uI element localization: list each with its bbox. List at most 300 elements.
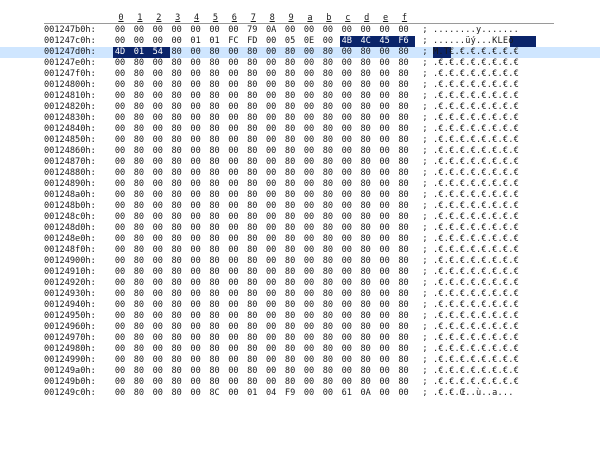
hex-byte[interactable]: 04 [266,388,277,398]
hex-byte[interactable]: 00 [114,168,126,178]
hex-byte[interactable]: 00 [266,69,277,79]
hex-byte[interactable]: 00 [228,223,239,233]
hex-byte[interactable]: 00 [114,58,126,68]
hex-byte[interactable]: 80 [398,322,409,332]
row-ascii[interactable]: .€.€.€.€.€.€.€.€ [433,201,519,211]
hex-byte[interactable]: 00 [152,58,163,68]
hex-byte[interactable]: 80 [322,245,334,255]
hex-byte[interactable]: 80 [209,179,220,189]
hex-byte[interactable]: 00 [303,124,315,134]
hex-byte[interactable]: 80 [322,300,334,310]
hex-byte[interactable]: 80 [247,322,258,332]
hex-byte[interactable]: 80 [398,124,409,134]
hex-byte[interactable]: 00 [379,256,390,266]
hex-byte[interactable]: 00 [379,47,390,57]
hex-byte[interactable]: 4C [360,36,371,46]
hex-byte[interactable]: 80 [171,157,182,167]
hex-byte[interactable]: 00 [114,311,126,321]
hex-byte[interactable]: 00 [303,146,315,156]
hex-byte[interactable]: 00 [152,333,163,343]
hex-byte[interactable]: 00 [266,278,277,288]
hex-byte[interactable]: 80 [133,311,145,321]
hex-byte[interactable]: 54 [152,47,163,57]
hex-byte[interactable]: 80 [209,289,220,299]
hex-byte[interactable]: 80 [322,256,334,266]
hex-byte[interactable]: 00 [379,135,390,145]
hex-byte[interactable]: 80 [360,80,371,90]
row-ascii[interactable]: .€.€.€.€.€.€.€.€ [433,245,519,255]
hex-byte[interactable]: 00 [303,135,315,145]
hex-byte[interactable]: 80 [133,377,145,387]
hex-row[interactable] [0,146,600,157]
hex-byte[interactable]: 00 [341,333,352,343]
hex-byte[interactable]: 00 [379,69,390,79]
hex-byte[interactable]: 80 [284,311,296,321]
hex-byte[interactable]: 00 [266,124,277,134]
hex-byte[interactable]: 00 [190,190,201,200]
hex-byte[interactable]: 00 [114,256,126,266]
hex-byte[interactable]: 80 [133,245,145,255]
hex-row[interactable] [0,157,600,168]
hex-byte[interactable]: 00 [303,113,315,123]
hex-byte[interactable]: 80 [360,322,371,332]
hex-row[interactable] [0,168,600,179]
row-ascii[interactable]: .€.€.€.€.€.€.€.€ [433,113,519,123]
hex-byte[interactable]: 00 [379,124,390,134]
hex-byte[interactable]: 80 [398,135,409,145]
hex-byte[interactable]: 80 [284,146,296,156]
hex-byte[interactable]: 80 [209,201,220,211]
hex-byte[interactable]: 00 [303,289,315,299]
hex-byte[interactable]: 80 [360,311,371,321]
hex-byte[interactable]: 80 [284,344,296,354]
hex-byte[interactable]: 80 [171,278,182,288]
hex-byte[interactable]: 00 [228,58,239,68]
hex-byte[interactable]: 80 [209,58,220,68]
hex-byte[interactable]: 80 [322,168,334,178]
hex-byte[interactable]: 80 [398,91,409,101]
hex-row[interactable] [0,36,600,47]
row-ascii[interactable]: .€.€.€.€.€.€.€.€ [433,179,519,189]
hex-byte[interactable]: 80 [133,223,145,233]
hex-byte[interactable]: 80 [284,234,296,244]
hex-byte[interactable]: 80 [398,377,409,387]
hex-byte[interactable]: 80 [247,146,258,156]
hex-byte[interactable]: 00 [114,355,126,365]
hex-byte[interactable]: 80 [360,179,371,189]
hex-byte[interactable]: 00 [228,135,239,145]
row-ascii[interactable]: .€.€.€.€.€.€.€.€ [433,80,519,90]
hex-byte[interactable]: 00 [152,256,163,266]
hex-byte[interactable]: 00 [190,344,201,354]
hex-byte[interactable]: 80 [247,80,258,90]
hex-byte[interactable]: 00 [228,25,239,35]
hex-byte[interactable]: 80 [209,190,220,200]
hex-byte[interactable]: 00 [228,102,239,112]
hex-byte[interactable]: 00 [266,234,277,244]
hex-byte[interactable]: 00 [303,355,315,365]
hex-byte[interactable]: 80 [171,113,182,123]
hex-byte[interactable]: 80 [171,388,182,398]
hex-byte[interactable]: 00 [303,234,315,244]
row-ascii[interactable]: .€.€.€.€.€.€.€.€ [433,234,519,244]
hex-row[interactable] [0,388,600,399]
row-ascii[interactable]: .€.€.€.€.€.€.€.€ [433,124,519,134]
hex-byte[interactable]: 80 [247,201,258,211]
hex-byte[interactable]: 00 [341,311,352,321]
hex-byte[interactable]: 00 [303,69,315,79]
hex-byte[interactable]: 80 [398,278,409,288]
hex-byte[interactable]: 00 [190,124,201,134]
hex-byte[interactable]: 80 [322,113,334,123]
hex-byte[interactable]: 00 [228,388,239,398]
hex-row[interactable] [0,366,600,377]
hex-byte[interactable]: 80 [398,300,409,310]
hex-byte[interactable]: 00 [379,245,390,255]
hex-byte[interactable]: 00 [190,278,201,288]
hex-row[interactable] [0,102,600,113]
hex-byte[interactable]: 45 [379,36,390,46]
hex-byte[interactable]: 00 [341,278,352,288]
hex-byte[interactable]: 00 [190,223,201,233]
hex-byte[interactable]: 00 [114,124,126,134]
hex-byte[interactable]: 00 [133,25,145,35]
hex-byte[interactable]: 00 [341,377,352,387]
hex-byte[interactable]: 00 [152,234,163,244]
hex-byte[interactable]: 80 [171,124,182,134]
hex-byte[interactable]: 00 [266,267,277,277]
hex-byte[interactable]: 80 [171,47,182,57]
row-ascii[interactable]: .€.€.€.€.€.€.€.€ [433,190,519,200]
hex-byte[interactable]: 80 [133,135,145,145]
hex-byte[interactable]: 80 [247,113,258,123]
hex-byte[interactable]: 00 [379,333,390,343]
hex-byte[interactable]: 80 [398,256,409,266]
hex-byte[interactable]: 00 [266,146,277,156]
hex-byte[interactable]: 80 [209,157,220,167]
hex-byte[interactable]: 80 [398,157,409,167]
hex-byte[interactable]: 00 [114,157,126,167]
hex-byte[interactable]: 00 [228,212,239,222]
hex-byte[interactable]: 00 [190,300,201,310]
hex-byte[interactable]: 00 [341,102,352,112]
hex-byte[interactable]: 00 [114,377,126,387]
hex-byte[interactable]: 80 [247,289,258,299]
hex-byte[interactable]: 00 [228,168,239,178]
hex-byte[interactable]: 80 [133,234,145,244]
hex-byte[interactable]: 80 [247,179,258,189]
hex-byte[interactable]: 00 [228,256,239,266]
hex-byte[interactable]: 00 [209,25,220,35]
hex-byte[interactable]: 80 [284,179,296,189]
hex-byte[interactable]: 00 [266,47,277,57]
hex-byte[interactable]: 80 [284,322,296,332]
row-ascii[interactable]: .€.€.€.€.€.€.€.€ [433,135,519,145]
hex-byte[interactable]: 80 [171,300,182,310]
hex-byte[interactable]: 80 [360,377,371,387]
row-ascii[interactable]: .€.€.€.€.€.€.€.€ [433,366,519,376]
hex-byte[interactable]: 80 [247,102,258,112]
hex-byte[interactable]: 80 [360,201,371,211]
hex-byte[interactable]: 80 [247,333,258,343]
hex-byte[interactable]: 00 [152,366,163,376]
hex-byte[interactable]: 80 [284,333,296,343]
hex-byte[interactable]: 00 [398,25,409,35]
row-ascii[interactable]: .€.€.€.€.€.€.€.€ [433,168,519,178]
hex-byte[interactable]: 80 [284,289,296,299]
hex-byte[interactable]: 00 [303,212,315,222]
hex-byte[interactable]: 80 [133,344,145,354]
hex-byte[interactable]: 80 [284,69,296,79]
hex-byte[interactable]: 80 [171,311,182,321]
hex-byte[interactable]: 00 [379,157,390,167]
hex-row[interactable] [0,278,600,289]
hex-byte[interactable]: 80 [171,58,182,68]
hex-byte[interactable]: 00 [341,80,352,90]
hex-byte[interactable]: 80 [322,322,334,332]
hex-byte[interactable]: 80 [284,47,296,57]
hex-byte[interactable]: 00 [303,58,315,68]
hex-byte[interactable]: 80 [209,80,220,90]
hex-byte[interactable]: 80 [209,113,220,123]
hex-byte[interactable]: 00 [303,179,315,189]
hex-byte[interactable]: 80 [398,289,409,299]
hex-byte[interactable]: 80 [171,256,182,266]
hex-row[interactable] [0,333,600,344]
hex-byte[interactable]: 80 [171,135,182,145]
hex-byte[interactable]: 00 [190,47,201,57]
hex-byte[interactable]: 00 [266,135,277,145]
hex-byte[interactable]: 00 [341,256,352,266]
hex-byte[interactable]: 00 [303,267,315,277]
hex-byte[interactable]: 00 [379,179,390,189]
hex-byte[interactable]: 80 [133,267,145,277]
hex-byte[interactable]: 80 [322,377,334,387]
hex-byte[interactable]: 00 [152,245,163,255]
hex-byte[interactable]: 00 [190,388,201,398]
hex-byte[interactable]: 00 [322,25,334,35]
hex-byte[interactable]: 00 [114,135,126,145]
hex-byte[interactable]: 00 [152,267,163,277]
hex-byte[interactable]: 80 [171,333,182,343]
hex-byte[interactable]: 00 [341,322,352,332]
hex-byte[interactable]: 80 [171,377,182,387]
hex-byte[interactable]: 8C [209,388,220,398]
hex-byte[interactable]: 00 [341,190,352,200]
hex-byte[interactable]: 00 [114,179,126,189]
hex-byte[interactable]: 00 [303,322,315,332]
hex-byte[interactable]: 80 [284,256,296,266]
hex-byte[interactable]: 80 [322,190,334,200]
hex-byte[interactable]: 00 [190,113,201,123]
hex-row[interactable] [0,322,600,333]
hex-byte[interactable]: 80 [360,135,371,145]
row-ascii[interactable]: .€.€.€.€.€.€.€.€ [433,157,519,167]
hex-byte[interactable]: 80 [209,267,220,277]
hex-byte[interactable]: 00 [114,245,126,255]
hex-byte[interactable]: 80 [133,355,145,365]
hex-byte[interactable]: 0A [266,25,277,35]
row-ascii[interactable]: .€.€.€.€.€.€.€.€ [433,91,519,101]
hex-row[interactable] [0,113,600,124]
hex-byte[interactable]: 00 [152,212,163,222]
hex-byte[interactable]: 00 [303,300,315,310]
hex-byte[interactable]: 80 [398,58,409,68]
hex-byte[interactable]: 80 [322,311,334,321]
row-ascii[interactable]: .€.€.€.€.€.€.€.€ [433,300,519,310]
hex-byte[interactable]: 00 [341,201,352,211]
hex-byte[interactable]: 00 [266,256,277,266]
hex-byte[interactable]: 4B [341,36,352,46]
hex-byte[interactable]: 80 [247,135,258,145]
hex-byte[interactable]: 00 [114,322,126,332]
hex-byte[interactable]: 00 [152,69,163,79]
hex-byte[interactable]: 80 [209,146,220,156]
hex-row[interactable] [0,311,600,322]
hex-byte[interactable]: 00 [379,91,390,101]
hex-byte[interactable]: 80 [360,300,371,310]
hex-byte[interactable]: 80 [133,124,145,134]
hex-byte[interactable]: 00 [303,223,315,233]
hex-byte[interactable]: 00 [341,267,352,277]
hex-row[interactable] [0,344,600,355]
hex-byte[interactable]: 80 [322,223,334,233]
hex-byte[interactable]: 80 [322,69,334,79]
hex-byte[interactable]: 00 [341,113,352,123]
hex-byte[interactable]: 00 [379,201,390,211]
hex-byte[interactable]: 00 [341,366,352,376]
hex-byte[interactable]: 80 [133,278,145,288]
hex-byte[interactable]: 61 [341,388,352,398]
hex-byte[interactable]: 00 [228,190,239,200]
hex-byte[interactable]: 00 [341,289,352,299]
hex-byte[interactable]: 00 [114,289,126,299]
hex-byte[interactable]: 00 [266,333,277,343]
hex-byte[interactable]: 01 [190,36,201,46]
hex-byte[interactable]: 80 [209,47,220,57]
hex-byte[interactable]: 00 [341,234,352,244]
hex-byte[interactable]: 80 [247,58,258,68]
hex-byte[interactable]: 00 [152,311,163,321]
hex-byte[interactable]: 80 [284,245,296,255]
hex-byte[interactable]: 80 [284,135,296,145]
hex-byte[interactable]: 80 [133,113,145,123]
hex-byte[interactable]: 80 [360,157,371,167]
hex-byte[interactable]: 80 [398,146,409,156]
hex-byte[interactable]: 00 [190,69,201,79]
row-ascii[interactable]: .€.€.€.€.€.€.€.€ [433,146,519,156]
hex-byte[interactable]: 00 [190,146,201,156]
hex-byte[interactable]: 80 [284,124,296,134]
hex-byte[interactable]: 00 [303,168,315,178]
hex-byte[interactable]: 80 [284,91,296,101]
hex-byte[interactable]: 80 [284,113,296,123]
hex-row[interactable] [0,179,600,190]
hex-byte[interactable]: 00 [152,388,163,398]
hex-byte[interactable]: 80 [360,190,371,200]
hex-byte[interactable]: 80 [398,223,409,233]
hex-byte[interactable]: 80 [171,267,182,277]
hex-byte[interactable]: 00 [341,135,352,145]
hex-byte[interactable]: 00 [152,168,163,178]
hex-byte[interactable]: 80 [209,300,220,310]
hex-byte[interactable]: 80 [171,179,182,189]
hex-byte[interactable]: 80 [322,201,334,211]
hex-row[interactable] [0,69,600,80]
hex-byte[interactable]: 80 [398,102,409,112]
hex-byte[interactable]: 00 [284,25,296,35]
hex-byte[interactable]: 00 [152,80,163,90]
hex-byte[interactable]: 80 [171,146,182,156]
hex-byte[interactable]: 00 [152,322,163,332]
hex-byte[interactable]: 00 [379,190,390,200]
hex-byte[interactable]: 00 [114,80,126,90]
hex-byte[interactable]: 00 [190,267,201,277]
hex-byte[interactable]: F9 [284,388,296,398]
hex-byte[interactable]: 80 [247,300,258,310]
hex-byte[interactable]: 00 [322,388,334,398]
hex-byte[interactable]: 00 [190,377,201,387]
hex-byte[interactable]: 00 [228,201,239,211]
hex-byte[interactable]: 00 [114,91,126,101]
hex-byte[interactable]: 00 [190,322,201,332]
hex-row[interactable] [0,377,600,388]
hex-byte[interactable]: 00 [114,388,126,398]
hex-byte[interactable]: 00 [379,58,390,68]
hex-byte[interactable]: 80 [171,102,182,112]
hex-byte[interactable]: 00 [114,190,126,200]
row-ascii[interactable]: M.T€.€.€.€.€.€.€ [433,47,519,57]
hex-byte[interactable]: 00 [341,47,352,57]
hex-byte[interactable]: 00 [228,69,239,79]
hex-byte[interactable]: 80 [360,124,371,134]
hex-byte[interactable]: 00 [114,113,126,123]
hex-row[interactable] [0,91,600,102]
hex-byte[interactable]: 80 [133,69,145,79]
hex-row[interactable] [0,25,600,36]
hex-byte[interactable]: 80 [322,47,334,57]
hex-byte[interactable]: 00 [152,135,163,145]
hex-byte[interactable]: 80 [247,124,258,134]
hex-byte[interactable]: 80 [398,201,409,211]
hex-byte[interactable]: 80 [209,366,220,376]
hex-row[interactable] [0,234,600,245]
hex-byte[interactable]: 80 [247,311,258,321]
hex-byte[interactable]: 80 [284,80,296,90]
hex-byte[interactable]: 00 [303,388,315,398]
hex-byte[interactable]: 80 [171,91,182,101]
row-ascii[interactable]: .€.€.€.€.€.€.€.€ [433,58,519,68]
row-ascii[interactable]: .€.€.€.€.€.€.€.€ [433,311,519,321]
hex-byte[interactable]: 05 [284,36,296,46]
hex-byte[interactable]: 80 [360,69,371,79]
hex-byte[interactable]: 00 [266,36,277,46]
hex-row[interactable] [0,201,600,212]
hex-byte[interactable]: 0E [303,36,315,46]
hex-byte[interactable]: 80 [171,289,182,299]
hex-byte[interactable]: 00 [303,157,315,167]
hex-byte[interactable]: 00 [114,102,126,112]
row-ascii[interactable]: .€.€.€.€.€.€.€.€ [433,223,519,233]
hex-byte[interactable]: 00 [266,168,277,178]
hex-row[interactable] [0,300,600,311]
hex-byte[interactable]: FC [228,36,239,46]
hex-byte[interactable]: 80 [171,212,182,222]
hex-byte[interactable]: 00 [152,91,163,101]
hex-row[interactable] [0,223,600,234]
hex-byte[interactable]: 80 [247,190,258,200]
hex-byte[interactable]: 80 [171,344,182,354]
